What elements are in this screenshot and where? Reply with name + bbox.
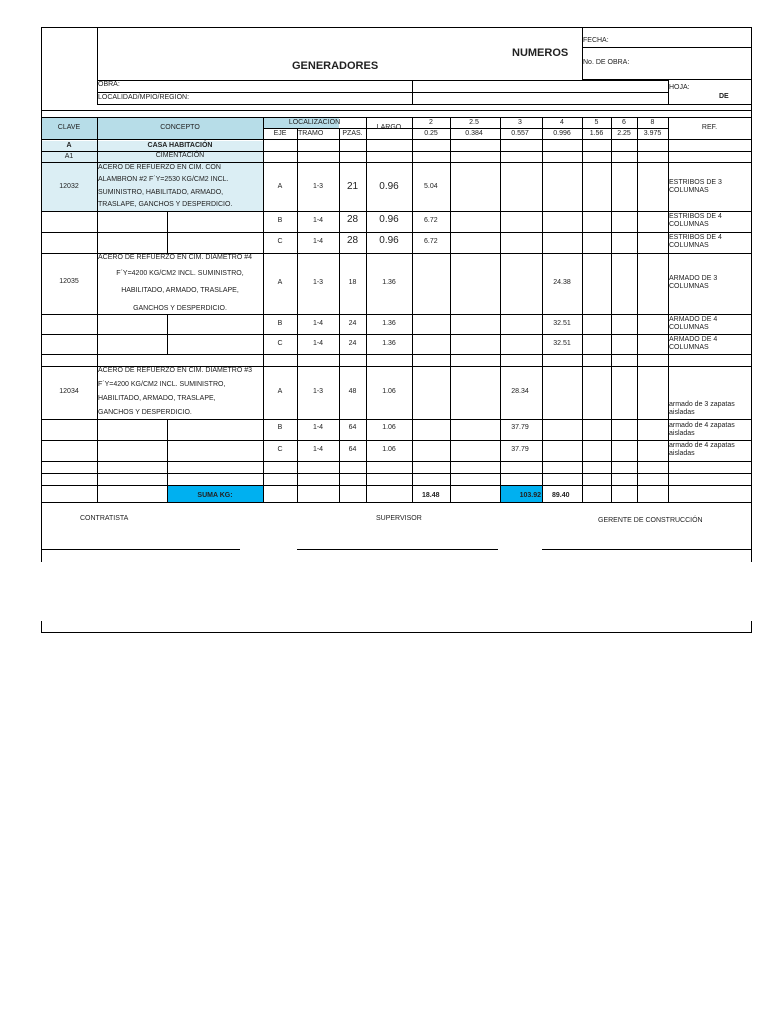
pzas-12035-a: 18 — [348, 279, 357, 286]
tramo-12034-b: 1-4 — [312, 424, 324, 431]
largo-12034-a: 1.06 — [382, 388, 396, 395]
concept-12034-line-4: GANCHOS Y DESPERDICIO. — [98, 409, 192, 416]
col-weight-4: 0.996 — [553, 130, 571, 137]
obra-label: OBRA: — [98, 81, 120, 88]
clave-12032: 12032 — [59, 183, 79, 190]
total-d3: 103.92 — [519, 492, 541, 499]
grid-line-h-26 — [41, 440, 751, 441]
grid-line-h-17 — [41, 162, 751, 163]
grid-line-h-50 — [41, 632, 751, 633]
fecha-label: FECHA: — [583, 37, 609, 44]
col-weight-8: 3.975 — [643, 130, 662, 137]
grid-line-h-29 — [41, 485, 751, 486]
ref-12035-a-1: ARMADO DE 3 — [669, 275, 718, 282]
sub-section-clave: A1 — [64, 153, 74, 160]
ref-12034-c-1: armado de 4 zapatas — [669, 442, 735, 449]
tramo-12035-c: 1-4 — [312, 340, 324, 347]
largo-12035-c: 1.36 — [382, 340, 396, 347]
col-diam-2: 2 — [429, 119, 433, 126]
eje-12034-a: A — [277, 388, 283, 395]
numeros-label: NUMEROS — [512, 47, 569, 59]
grid-line-h-14 — [263, 128, 668, 129]
concept-12034-line-1: ACERO DE REFUERZO EN CIM. DIAMETRO #3 — [98, 367, 253, 374]
col-diam-4: 4 — [560, 119, 564, 126]
grid-line-h-15 — [41, 139, 751, 140]
ref-12034-c-2: aisladas — [669, 450, 695, 457]
ref-12034-a-1: armado de 3 zapatas — [669, 401, 735, 408]
tramo-12034-a: 1-3 — [312, 388, 324, 395]
de-label: DE — [719, 93, 729, 100]
col-localizacion: LOCALIZACION — [288, 119, 341, 126]
grid-line-h-28 — [41, 473, 751, 474]
grid-line-h-1 — [582, 47, 751, 48]
d2-12032-b: 6.72 — [424, 217, 438, 224]
grid-line-h-48 — [297, 549, 498, 550]
concept-12035-line-3: HABILITADO, ARMADO, TRASLAPE, — [121, 287, 239, 294]
grid-line-h-25 — [41, 419, 751, 420]
pzas-12032-a: 21 — [346, 181, 359, 192]
d2-12032-c: 6.72 — [424, 238, 438, 245]
grid-line-h-49 — [542, 549, 751, 550]
grid-line-v-32 — [167, 211, 168, 253]
grid-line-v-10 — [582, 27, 583, 80]
ref-12035-c-1: ARMADO DE 4 — [669, 336, 718, 343]
grid-line-h-3 — [97, 80, 668, 81]
grid-line-h-18 — [41, 211, 751, 212]
concept-12032-line-2: ALAMBRON #2 F´Y=2530 KG/CM2 INCL. — [98, 176, 229, 183]
col-weight-3: 0.557 — [511, 130, 529, 137]
concept-12035-line-2: F´Y=4200 KG/CM2 INCL. SUMINISTRO, — [116, 270, 244, 277]
pzas-12035-c: 24 — [348, 340, 357, 347]
grid-line-h-6 — [41, 110, 751, 111]
d2-12032-a: 5.04 — [424, 183, 438, 190]
tramo-12032-b: 1-4 — [312, 217, 324, 224]
total-d2: 18.48 — [422, 492, 440, 499]
no-obra-label: No. DE OBRA: — [583, 59, 630, 66]
col-weight-2: 0.25 — [424, 130, 438, 137]
ref-12032-c-1: ESTRIBOS DE 4 — [669, 234, 722, 241]
grid-line-v-43 — [582, 117, 583, 503]
col-weight-5: 1.56 — [589, 130, 604, 137]
d3-12034-b: 37.79 — [511, 424, 529, 431]
grid-line-v-40 — [450, 117, 451, 503]
grid-line-h-47 — [41, 549, 240, 550]
grid-line-v-34 — [167, 419, 168, 503]
col-diam-8: 8 — [650, 119, 655, 126]
total-d4: 89.40 — [552, 492, 570, 499]
ref-12035-a-2: COLUMNAS — [669, 283, 709, 290]
clave-12034: 12034 — [59, 388, 79, 395]
page-title: GENERADORES — [292, 60, 379, 72]
eje-12035-a: A — [277, 279, 283, 286]
ref-12032-b-1: ESTRIBOS DE 4 — [669, 213, 722, 220]
concept-12035-line-4: GANCHOS Y DESPERDICIO. — [133, 305, 227, 312]
ref-12035-c-2: COLUMNAS — [669, 344, 709, 351]
grid-line-v-52 — [751, 621, 752, 633]
pzas-12034-b: 64 — [348, 424, 357, 431]
tramo-12032-c: 1-4 — [312, 238, 324, 245]
eje-12032-c: C — [277, 238, 283, 245]
pzas-12034-a: 48 — [348, 388, 357, 395]
eje-12032-a: A — [277, 183, 283, 190]
signature-gerente: GERENTE DE CONSTRUCCIÓN — [598, 517, 703, 524]
largo-12035-a: 1.36 — [382, 279, 396, 286]
concept-12032-line-4: TRASLAPE, GANCHOS Y DESPERDICIO. — [98, 201, 233, 208]
d3-12034-c: 37.79 — [511, 446, 529, 453]
largo-12032-c: 0.96 — [379, 235, 399, 246]
tramo-12032-a: 1-3 — [312, 183, 324, 190]
col-concepto: CONCEPTO — [160, 124, 200, 131]
d4-12035-c: 32.51 — [553, 340, 571, 347]
largo-12032-b: 0.96 — [379, 214, 399, 225]
col-largo: LARGO — [376, 124, 402, 131]
grid-line-v-11 — [412, 80, 413, 105]
col-tramo: TRAMO — [298, 130, 324, 137]
grid-line-h-22 — [41, 334, 751, 335]
section-clave: A — [66, 142, 72, 149]
ref-12032-b-2: COLUMNAS — [669, 221, 709, 228]
tramo-12034-c: 1-4 — [312, 446, 324, 453]
tramo-12035-b: 1-4 — [312, 320, 324, 327]
ref-12035-b-2: COLUMNAS — [669, 324, 709, 331]
tramo-12035-a: 1-3 — [312, 279, 324, 286]
ref-12034-b-2: aisladas — [669, 430, 695, 437]
grid-line-h-27 — [41, 461, 751, 462]
col-diam-5: 5 — [594, 119, 599, 126]
col-diam-3: 3 — [518, 119, 522, 126]
localidad-label: LOCALIDAD/MPIO/REGION: — [98, 94, 190, 101]
d3-12034-a: 28.34 — [511, 388, 529, 395]
concept-12034-line-3: HABILITADO, ARMADO, TRASLAPE, — [98, 395, 216, 402]
signature-contratista: CONTRATISTA — [80, 515, 129, 522]
concept-12032-line-3: SUMINISTRO, HABILITADO, ARMADO, — [98, 189, 224, 196]
ref-12035-b-1: ARMADO DE 4 — [669, 316, 718, 323]
d4-12035-a: 24.38 — [553, 279, 571, 286]
grid-line-h-21 — [41, 314, 751, 315]
largo-12032-a: 0.96 — [379, 181, 399, 192]
grid-line-h-0 — [41, 27, 751, 28]
col-diam-2-5: 2.5 — [469, 119, 479, 126]
grid-line-v-45 — [637, 117, 638, 503]
grid-line-h-5 — [97, 104, 751, 105]
grid-line-h-19 — [41, 232, 751, 233]
col-weight-6: 2.25 — [617, 130, 631, 137]
ref-12034-a-2: aisladas — [669, 409, 695, 416]
concept-12035-line-1: ACERO DE REFUERZO EN CIM. DIAMETRO #4 — [98, 254, 253, 261]
ref-12034-b-1: armado de 4 zapatas — [669, 422, 735, 429]
d4-12035-b: 32.51 — [553, 320, 571, 327]
grid-line-h-23 — [41, 354, 751, 355]
section-name: CASA HABITACIÓN — [147, 142, 213, 149]
grid-line-v-39 — [412, 117, 413, 503]
col-ref: REF. — [701, 124, 718, 131]
concept-12034-line-2: F´Y=4200 KG/CM2 INCL. SUMINISTRO, — [98, 381, 226, 388]
clave-12035: 12035 — [59, 278, 79, 285]
col-diam-6: 6 — [622, 119, 626, 126]
pzas-12032-c: 28 — [346, 235, 359, 246]
grid-line-v-44 — [611, 117, 612, 503]
grid-line-h-30 — [41, 502, 751, 503]
ref-12032-c-2: COLUMNAS — [669, 242, 709, 249]
concept-12032-line-1: ACERO DE REFUERZO EN CIM. CON — [98, 164, 221, 171]
eje-12035-c: C — [277, 340, 283, 347]
eje-12035-b: B — [277, 320, 283, 327]
grid-line-v-51 — [41, 621, 42, 633]
largo-12035-b: 1.36 — [382, 320, 396, 327]
ref-12032-a-1: ESTRIBOS DE 3 — [669, 179, 722, 186]
grid-line-h-13 — [41, 117, 751, 118]
sub-section-name: CIMENTACIÓN — [155, 152, 205, 159]
largo-12034-b: 1.06 — [382, 424, 396, 431]
signature-supervisor: SUPERVISOR — [376, 515, 422, 522]
eje-12034-c: C — [277, 446, 283, 453]
pzas-12032-b: 28 — [346, 214, 359, 225]
grid-line-v-33 — [167, 314, 168, 354]
col-weight-2-5: 0.384 — [465, 130, 483, 137]
col-clave: CLAVE — [57, 124, 81, 131]
pzas-12035-b: 24 — [348, 320, 357, 327]
total-label: SUMA KG: — [197, 492, 233, 499]
grid-line-v-42 — [542, 117, 543, 503]
grid-line-v-7 — [41, 27, 42, 562]
grid-line-v-8 — [751, 27, 752, 562]
col-eje: EJE — [273, 130, 287, 137]
eje-12034-b: B — [277, 424, 283, 431]
ref-12032-a-2: COLUMNAS — [669, 187, 709, 194]
hoja-label: HOJA: — [669, 84, 690, 91]
largo-12034-c: 1.06 — [382, 446, 396, 453]
grid-line-h-4 — [97, 92, 668, 93]
eje-12032-b: B — [277, 217, 283, 224]
col-pzas: PZAS. — [342, 130, 363, 137]
pzas-12034-c: 64 — [348, 446, 357, 453]
